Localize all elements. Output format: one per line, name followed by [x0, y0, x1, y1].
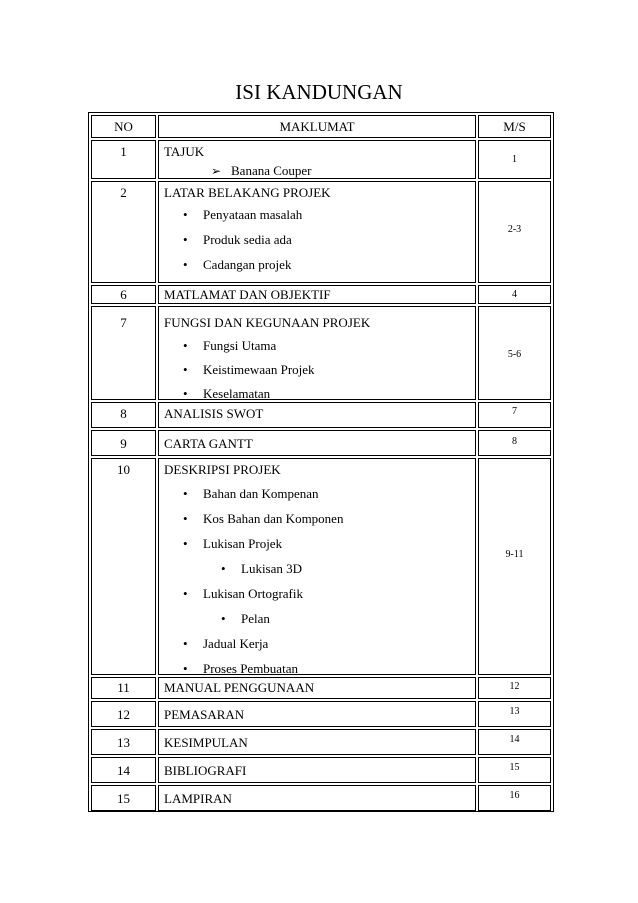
list-item: • Cadangan projek	[183, 257, 292, 272]
row-number: 11	[117, 680, 130, 695]
table-row	[91, 402, 551, 428]
table-row	[91, 729, 551, 755]
list-item: • Jadual Kerja	[183, 636, 269, 651]
table-row	[91, 285, 551, 304]
row-page: 15	[509, 762, 520, 773]
list-item: • Lukisan Projek	[183, 536, 283, 551]
row-title: MATLAMAT DAN OBJEKTIF	[164, 287, 331, 302]
row-title: MANUAL PENGGUNAAN	[164, 680, 315, 695]
row-number: 6	[120, 287, 127, 302]
row-title: KESIMPULAN	[164, 735, 248, 750]
row-page: 13	[509, 706, 520, 717]
list-item: ➢ Banana Couper	[211, 163, 312, 178]
bullet-icon: •	[183, 207, 188, 222]
bullet-icon: •	[183, 586, 188, 601]
row-page: 9-11	[505, 549, 524, 560]
row-title: FUNGSI DAN KEGUNAAN PROJEK	[164, 315, 371, 330]
table-row	[91, 458, 551, 675]
row-number: 9	[120, 436, 127, 451]
row-number: 2	[120, 185, 127, 200]
row-title: CARTA GANTT	[164, 436, 253, 451]
table-row	[91, 181, 551, 283]
table-row	[91, 140, 551, 179]
row-title: DESKRIPSI PROJEK	[164, 462, 281, 477]
table-header-row	[91, 115, 551, 138]
table-row	[91, 430, 551, 456]
row-title: BIBLIOGRAFI	[164, 763, 247, 778]
bullet-icon: •	[221, 611, 226, 626]
row-number: 13	[117, 735, 130, 750]
table-row	[91, 677, 551, 699]
list-item: • Keselamatan	[183, 386, 271, 401]
bullet-icon: •	[183, 257, 188, 272]
bullet-icon: •	[183, 232, 188, 247]
bullet-icon: •	[183, 362, 188, 377]
row-page: 8	[512, 436, 517, 447]
list-item: • Keistimewaan Projek	[183, 362, 315, 377]
table-row	[91, 306, 551, 400]
row-page: 12	[509, 681, 520, 692]
toc-table	[88, 112, 554, 812]
row-title: ANALISIS SWOT	[164, 406, 264, 421]
table-row	[91, 785, 551, 811]
list-item: • Proses Pembuatan	[183, 661, 298, 676]
table-row	[91, 757, 551, 783]
header-ms: M/S	[503, 119, 526, 134]
row-page: 2-3	[507, 224, 522, 235]
bullet-icon: •	[183, 486, 188, 501]
bullet-icon: •	[183, 338, 188, 353]
list-item: • Kos Bahan dan Komponen	[183, 511, 344, 526]
bullet-icon: •	[221, 561, 226, 576]
row-page: 1	[512, 154, 517, 165]
bullet-icon: •	[183, 386, 188, 401]
list-item: • Lukisan 3D	[221, 561, 303, 576]
row-number: 1	[120, 144, 127, 159]
row-number: 7	[120, 315, 127, 330]
row-number: 15	[117, 791, 130, 806]
row-title: LATAR BELAKANG PROJEK	[164, 185, 331, 200]
list-item: • Lukisan Ortografik	[183, 586, 304, 601]
row-page: 4	[512, 289, 517, 300]
row-page: 14	[509, 734, 520, 745]
bullet-icon: •	[183, 511, 188, 526]
list-item: • Bahan dan Kompenan	[183, 486, 319, 501]
row-number: 8	[120, 406, 127, 421]
bullet-icon: •	[183, 536, 188, 551]
row-page: 16	[509, 790, 520, 801]
row-number: 10	[117, 462, 130, 477]
arrow-bullet-icon: ➢	[211, 164, 222, 178]
row-title: PEMASARAN	[164, 707, 245, 722]
list-item: • Fungsi Utama	[183, 338, 277, 353]
page-title: ISI KANDUNGAN	[235, 80, 403, 104]
row-page: 7	[512, 406, 517, 417]
bullet-icon: •	[183, 636, 188, 651]
row-title: LAMPIRAN	[164, 791, 232, 806]
row-number: 12	[117, 707, 130, 722]
row-number: 14	[117, 763, 130, 778]
list-item: • Produk sedia ada	[183, 232, 292, 247]
list-item: • Pelan	[221, 611, 270, 626]
header-no: NO	[114, 119, 133, 134]
row-title: TAJUK	[164, 144, 205, 159]
row-page: 5-6	[507, 349, 522, 360]
bullet-icon: •	[183, 661, 188, 676]
header-maklumat: MAKLUMAT	[279, 119, 355, 134]
list-item: • Penyataan masalah	[183, 207, 303, 222]
table-row	[91, 701, 551, 727]
